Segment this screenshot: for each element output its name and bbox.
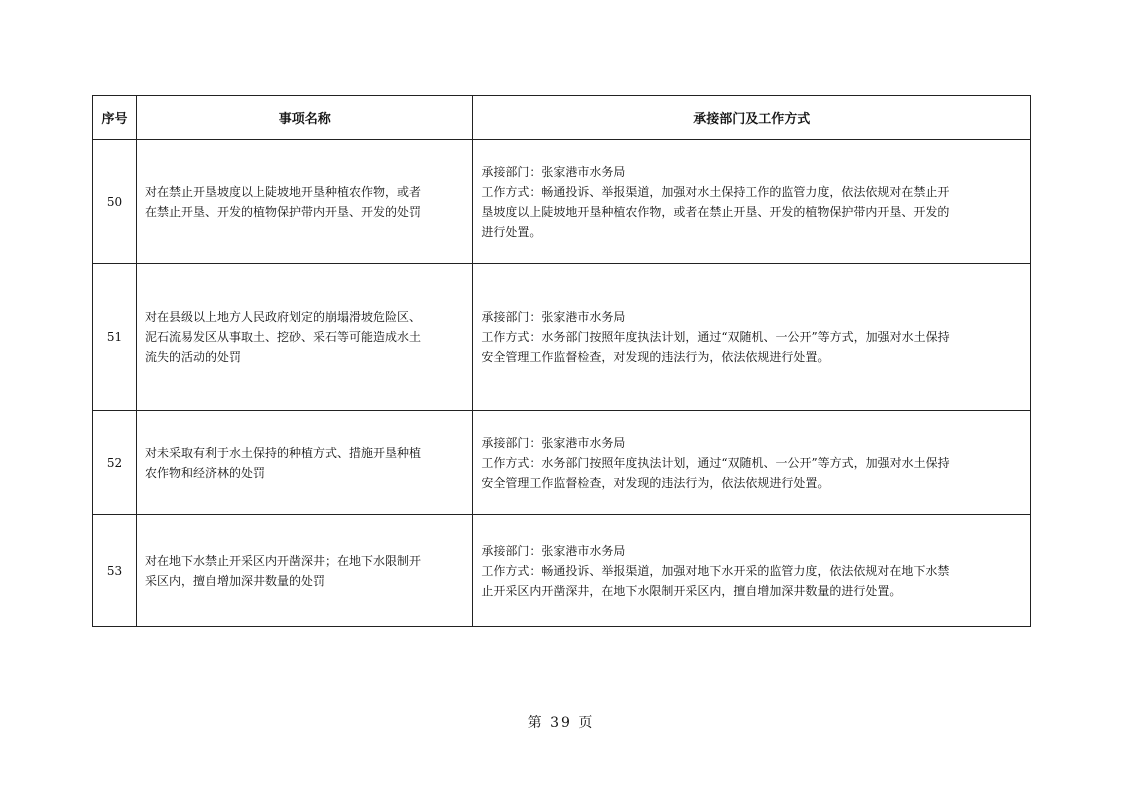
table-header-row (93, 96, 1031, 140)
row-serial-number: 50 (93, 140, 137, 264)
header-item-name: 事项名称 (137, 96, 473, 140)
method-text-line: 工作方式：畅通投诉、举报渠道，加强对地下水开采的监管力度，依法依规对在地下水禁 (481, 563, 950, 578)
row-department-and-method (473, 515, 1031, 627)
row-serial-number: 52 (93, 411, 137, 515)
method-text-line: 垦坡度以上陡坡地开垦种植农作物，或者在禁止开垦、开发的植物保护带内开垦、开发的 (481, 204, 950, 219)
table-row (93, 411, 1031, 515)
table-row (93, 140, 1031, 264)
header-department-and-method: 承接部门及工作方式 (473, 96, 1031, 140)
item-text-line: 泥石流易发区从事取土、挖砂、采石等可能造成水土 (145, 330, 422, 344)
item-text-line: 采区内，擅自增加深井数量的处罚 (145, 573, 326, 588)
row-department-and-method (473, 411, 1031, 515)
method-text-line: 止开采区内开凿深井，在地下水限制开采区内，擅自增加深井数量的进行处置。 (481, 583, 902, 598)
item-text-line: 在禁止开垦、开发的植物保护带内开垦、开发的处罚 (145, 204, 422, 219)
department-text-line: 承接部门：张家港市水务局 (481, 543, 626, 558)
table-row (93, 264, 1031, 411)
table-row (93, 515, 1031, 627)
row-item-name (137, 264, 473, 411)
row-serial-number: 51 (93, 264, 137, 411)
department-text-line: 承接部门：张家港市水务局 (481, 310, 626, 324)
row-item-name (137, 140, 473, 264)
item-text-line: 流失的活动的处罚 (145, 350, 242, 364)
item-text-line: 对在县级以上地方人民政府划定的崩塌滑坡危险区、 (145, 310, 422, 324)
item-text-line: 对未采取有利于水土保持的种植方式、措施开垦种植 (145, 445, 422, 460)
method-text-line: 进行处置。 (481, 224, 542, 239)
item-text-line: 农作物和经济林的处罚 (145, 465, 266, 480)
row-serial-number: 53 (93, 515, 137, 627)
row-department-and-method (473, 264, 1031, 411)
method-text-line: 安全管理工作监督检查，对发现的违法行为，依法依规进行处置。 (481, 350, 830, 364)
method-text-line: 工作方式：畅通投诉、举报渠道，加强对水土保持工作的监管力度，依法依规对在禁止开 (481, 184, 950, 199)
item-text-line: 对在地下水禁止开采区内开凿深井；在地下水限制开 (145, 553, 422, 568)
method-text-line: 工作方式：水务部门按照年度执法计划，通过“双随机、一公开”等方式，加强对水土保持 (481, 330, 950, 344)
matters-table (92, 95, 1031, 627)
page-number: 第 39 页 (527, 715, 595, 731)
item-text-line: 对在禁止开垦坡度以上陡坡地开垦种植农作物，或者 (145, 184, 422, 199)
row-item-name (137, 515, 473, 627)
method-text-line: 安全管理工作监督检查，对发现的违法行为，依法依规进行处置。 (481, 475, 830, 490)
row-item-name (137, 411, 473, 515)
header-serial-number: 序号 (93, 96, 137, 140)
department-text-line: 承接部门：张家港市水务局 (481, 164, 626, 179)
department-text-line: 承接部门：张家港市水务局 (481, 435, 626, 450)
row-department-and-method (473, 140, 1031, 264)
method-text-line: 工作方式：水务部门按照年度执法计划，通过“双随机、一公开”等方式，加强对水土保持 (481, 455, 950, 470)
